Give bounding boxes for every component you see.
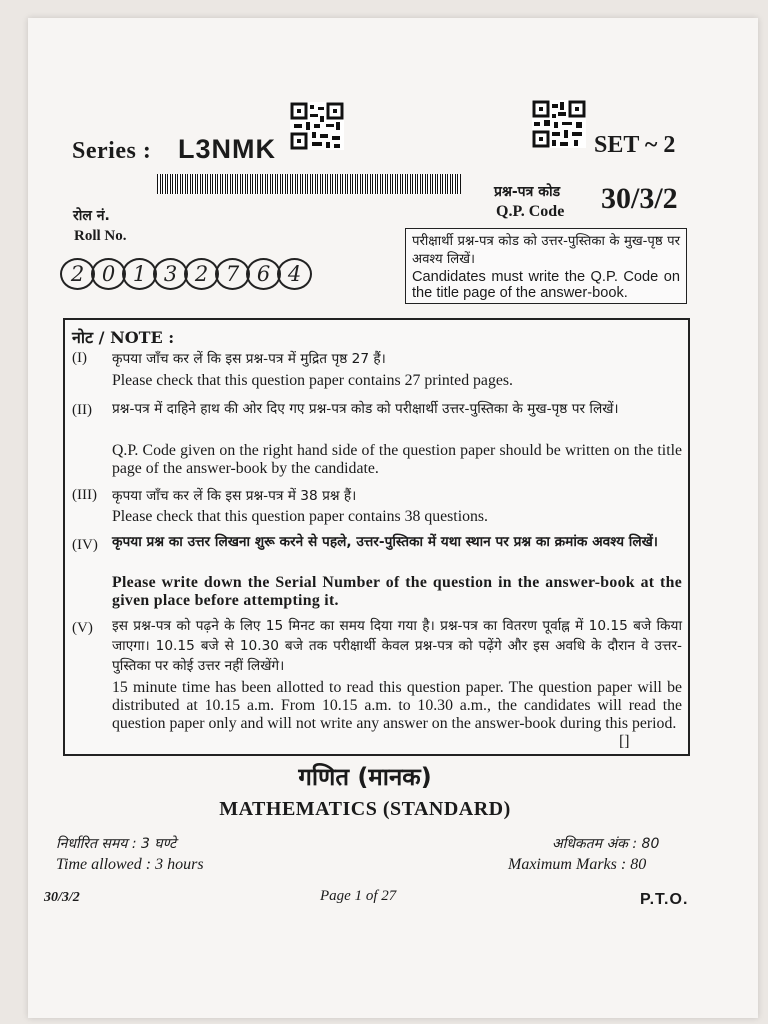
footer-qp-code: 30/3/2 <box>44 890 80 905</box>
page-number: Page 1 of 27 <box>320 888 397 904</box>
subject-title: MATHEMATICS (STANDARD) <box>219 798 511 820</box>
note-item-number: (IV) <box>72 537 98 553</box>
roll-label-hindi: रोल नं. <box>73 208 110 224</box>
time-allowed-hindi: निर्धारित समय : 3 घण्टे <box>56 836 177 852</box>
roll-digit: 2 <box>60 258 95 290</box>
roll-digit: 4 <box>277 258 312 290</box>
candidate-instruction-english: Candidates must write the Q.P. Code on the title page of the answer-book. <box>412 269 680 301</box>
series-code: L3NMK <box>178 134 276 164</box>
set-label: SET ~ 2 <box>594 132 676 158</box>
subject-title-hindi: गणित (मानक) <box>298 763 432 791</box>
maximum-marks: Maximum Marks : 80 <box>508 856 647 873</box>
maximum-marks-hindi: अधिकतम अंक : 80 <box>552 836 660 852</box>
candidate-instruction-box <box>405 228 687 304</box>
roll-label: Roll No. <box>74 228 127 244</box>
note-item-english: Please check that this question paper contains 27 printed pages. <box>112 372 513 389</box>
roll-digit: 2 <box>184 258 219 290</box>
note-item-hindi: कृपया जाँच कर लें कि इस प्रश्न-पत्र में 38 प्रश्न हैं। <box>112 488 357 504</box>
note-item-hindi: प्रश्न-पत्र में दाहिने हाथ की ओर दिए गए प्रश्न-पत्र कोड को परीक्षार्थी उत्तर-पुस्तिका के मुख-पृष्ठ पर लिखें। <box>112 401 619 417</box>
note-item-english: Q.P. Code given on the right hand side of the question paper should be written on the title page of the answer-book by the candidate. <box>112 442 682 477</box>
time-allowed: Time allowed : 3 hours <box>56 856 204 873</box>
pto-label: P.T.O. <box>640 891 689 908</box>
qp-code-label-hindi: प्रश्न-पत्र कोड <box>494 184 561 200</box>
barcode <box>157 174 461 194</box>
qr-code-icon <box>532 100 586 148</box>
qr-code-icon <box>290 102 344 150</box>
roll-digit: 3 <box>153 258 188 290</box>
candidate-instruction-hindi: परीक्षार्थी प्रश्न-पत्र कोड को उत्तर-पुस्तिका के मुख-पृष्ठ पर अवश्य लिखें। <box>412 234 680 267</box>
roll-digit: 0 <box>91 258 126 290</box>
series-label: Series : <box>72 138 152 164</box>
note-item-hindi: इस प्रश्न-पत्र को पढ़ने के लिए 15 मिनट का समय दिया गया है। प्रश्न-पत्र का वितरण पूर्वाह्न में 10.15 बजे किया जाएगा। 10.15 बजे से 10.30 बजे तक परीक्षार्थी केवल प्रश्न-पत्र को पढ़ेंगे और इस अवधि के दौरान वे उत्तर-पुस्तिका पर कोई उत्तर नहीं लिखेंगे। <box>112 618 682 674</box>
qp-code: 30/3/2 <box>601 182 678 215</box>
note-item-number: (II) <box>72 402 92 418</box>
qp-code-label: Q.P. Code <box>496 203 565 220</box>
note-title: नोट / NOTE : <box>72 328 175 347</box>
roll-digit: 7 <box>215 258 250 290</box>
note-item-english: Please write down the Serial Number of the question in the answer-book at the given place before attempting it. <box>112 574 682 609</box>
roll-digit: 6 <box>246 258 281 290</box>
note-item-hindi: कृपया जाँच कर लें कि इस प्रश्न-पत्र में मुद्रित पृष्ठ 27 हैं। <box>112 351 386 367</box>
roll-number <box>60 258 308 290</box>
note-item-number: (I) <box>72 350 87 366</box>
note-end-mark: [] <box>619 733 630 750</box>
roll-digit: 1 <box>122 258 157 290</box>
note-item-hindi: कृपया प्रश्न का उत्तर लिखना शुरू करने से पहले, उत्तर-पुस्तिका में यथा स्थान पर प्रश्न का क्रमांक अवश्य लिखें। <box>112 534 658 550</box>
note-item-number: (V) <box>72 620 93 636</box>
note-item-english: Please check that this question paper contains 38 questions. <box>112 508 488 525</box>
note-item-number: (III) <box>72 487 97 503</box>
note-item-english: 15 minute time has been allotted to read this question paper. The question paper will be distributed at 10.15 a.m. From 10.15 a.m. to 10.30 a.m., the candidates will read the question paper only and will not write any answer on the answer-book during this period. <box>112 679 682 732</box>
